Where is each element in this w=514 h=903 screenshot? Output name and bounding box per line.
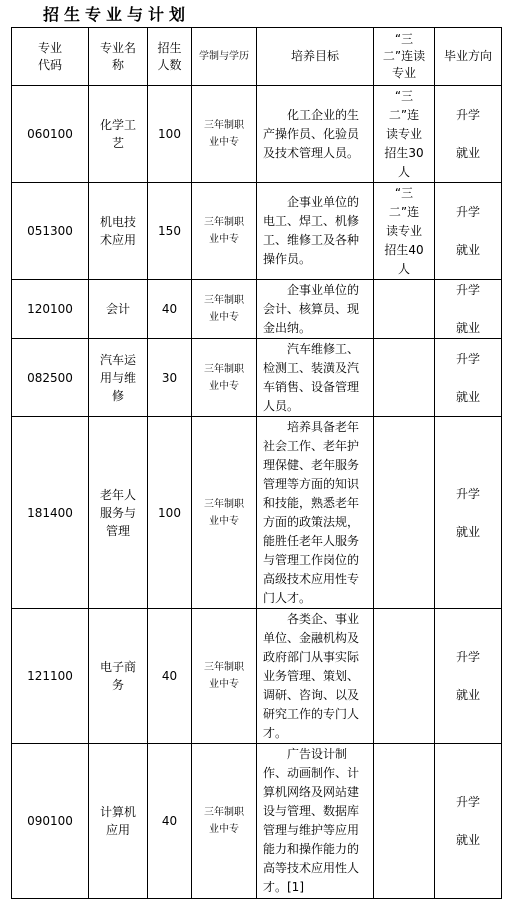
major-code: 121100 — [12, 609, 89, 744]
major-code: 120100 — [12, 280, 89, 339]
direction-employment: 就业 — [455, 321, 480, 335]
graduation-direction — [435, 744, 502, 899]
school-system: 三年制职业中专 — [192, 609, 257, 744]
major-code: 090100 — [12, 744, 89, 899]
school-system: 三年制职业中专 — [192, 417, 257, 609]
major-name: 汽车运用与维修 — [89, 339, 148, 417]
direction-employment: 就业 — [455, 833, 480, 847]
enrollment-count: 100 — [148, 86, 192, 183]
major-name: 化学工艺 — [89, 86, 148, 183]
school-system: 三年制职业中专 — [192, 183, 257, 280]
direction-further-study: 升学 — [455, 351, 480, 366]
enrollment-count: 30 — [148, 339, 192, 417]
table-row — [12, 86, 502, 183]
direction-employment: 就业 — [455, 688, 480, 702]
direction-employment: 就业 — [455, 243, 480, 257]
header-joint: “三二”连读专业 — [374, 28, 435, 86]
table-row — [12, 417, 502, 609]
school-system: 三年制职业中专 — [192, 280, 257, 339]
training-goal: 化工企业的生产操作员、化验员及技术管理人员。 — [257, 86, 374, 183]
direction-further-study: 升学 — [455, 650, 480, 664]
enrollment-count: 150 — [148, 183, 192, 280]
joint-program: “三二”连读专业招生40人 — [374, 183, 435, 280]
joint-program — [374, 280, 435, 339]
enrollment-plan-table — [11, 27, 502, 899]
header-code: 专业代码 — [12, 28, 89, 86]
school-system: 三年制职业中专 — [192, 339, 257, 417]
direction-employment: 就业 — [455, 146, 480, 160]
enrollment-count: 100 — [148, 417, 192, 609]
direction-employment: 就业 — [455, 389, 480, 404]
graduation-direction — [435, 339, 502, 417]
major-name: 机电技术应用 — [89, 183, 148, 280]
major-name: 计算机应用 — [89, 744, 148, 899]
training-goal: 各类企、事业单位、金融机构及政府部门从事实际业务管理、策划、调研、咨询、以及研究工作的专门人才。 — [257, 609, 374, 744]
major-name: 会计 — [89, 280, 148, 339]
table-row — [12, 339, 502, 417]
enrollment-count: 40 — [148, 609, 192, 744]
enrollment-count: 40 — [148, 280, 192, 339]
major-code: 082500 — [12, 339, 89, 417]
table-row — [12, 609, 502, 744]
joint-program — [374, 744, 435, 899]
joint-program — [374, 339, 435, 417]
header-direction: 毕业方向 — [435, 28, 502, 86]
major-code: 060100 — [12, 86, 89, 183]
direction-further-study: 升学 — [455, 795, 480, 809]
header-count: 招生人数 — [148, 28, 192, 86]
table-row — [12, 183, 502, 280]
direction-employment: 就业 — [455, 524, 480, 539]
header-goal: 培养目标 — [257, 28, 374, 86]
joint-program: “三二”连读专业招生30人 — [374, 86, 435, 183]
major-code: 181400 — [12, 417, 89, 609]
training-goal: 企事业单位的电工、焊工、机修工、维修工及各种操作员。 — [257, 183, 374, 280]
header-system: 学制与学历 — [192, 28, 257, 86]
joint-program — [374, 417, 435, 609]
graduation-direction — [435, 86, 502, 183]
graduation-direction — [435, 417, 502, 609]
school-system: 三年制职业中专 — [192, 86, 257, 183]
joint-program — [374, 609, 435, 744]
major-code: 051300 — [12, 183, 89, 280]
training-goal: 企事业单位的会计、核算员、现金出纳。 — [257, 280, 374, 339]
table-row — [12, 280, 502, 339]
direction-further-study: 升学 — [455, 205, 480, 219]
direction-further-study: 升学 — [455, 283, 480, 297]
graduation-direction — [435, 183, 502, 280]
school-system: 三年制职业中专 — [192, 744, 257, 899]
enrollment-count: 40 — [148, 744, 192, 899]
direction-further-study: 升学 — [455, 486, 480, 501]
graduation-direction — [435, 609, 502, 744]
direction-further-study: 升学 — [455, 108, 480, 122]
training-goal: 汽车维修工、检测工、装潢及汽车销售、设备管理人员。 — [257, 339, 374, 417]
graduation-direction — [435, 280, 502, 339]
major-name: 电子商务 — [89, 609, 148, 744]
training-goal: 培养具备老年社会工作、老年护理保健、老年服务管理等方面的知识和技能，熟悉老年方面的政策法规，能胜任老年人服务与管理工作岗位的高级技术应用性专门人才。 — [257, 417, 374, 609]
major-name: 老年人服务与管理 — [89, 417, 148, 609]
page-title: 招生专业与计划 — [43, 5, 191, 24]
header-major: 专业名称 — [89, 28, 148, 86]
training-goal: 广告设计制作、动画制作、计算机网络及网站建设与管理、数据库管理与维护等应用能力和操作能力的高等技术应用性人才。[1] — [257, 744, 374, 899]
table-header-row — [12, 28, 502, 86]
table-row — [12, 744, 502, 899]
